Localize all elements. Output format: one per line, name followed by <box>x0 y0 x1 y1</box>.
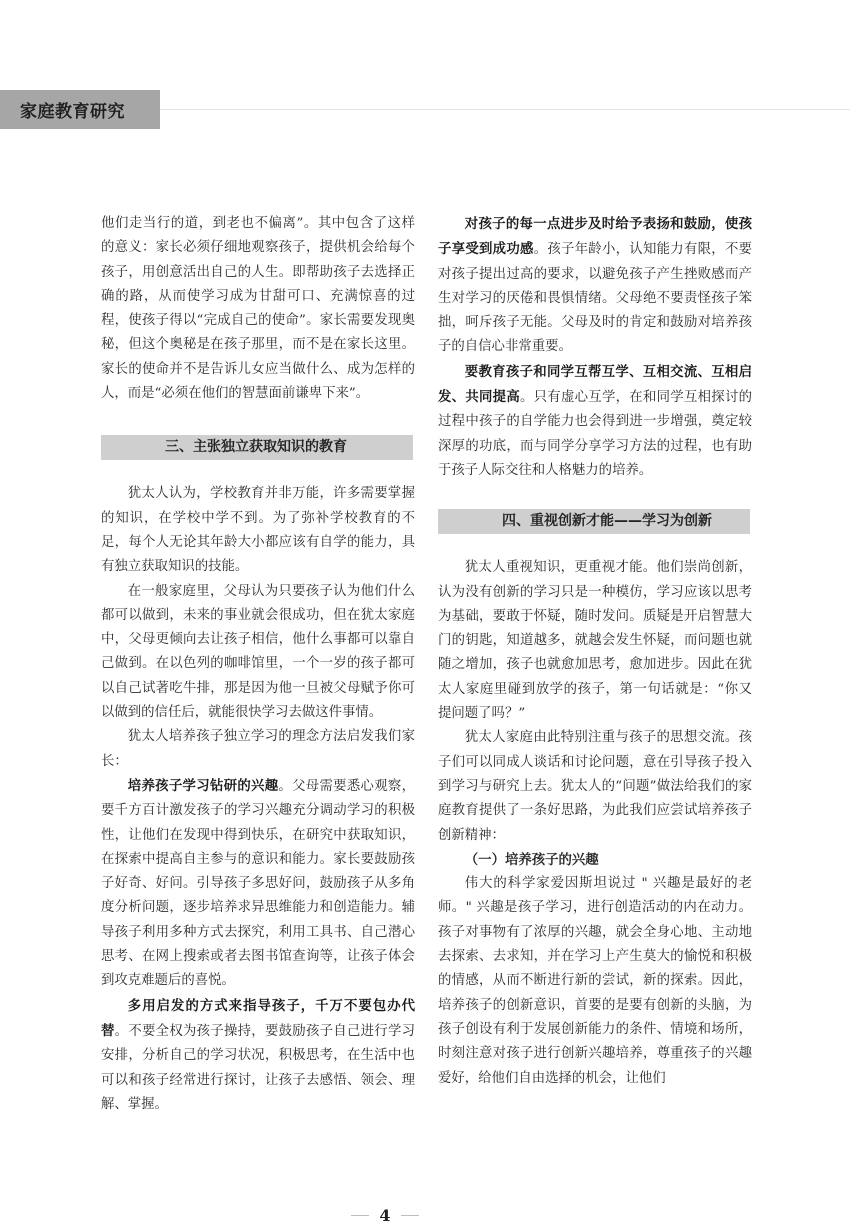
paragraph: 犹太人重视知识，更重视才能。他们崇尚创新，认为没有创新的学习只是一种模仿，学习应该以思考为基础，要敢于怀疑，随时发问。质疑是开启智慧大门的钥匙，知道越多，就越会发生怀疑，而问题也就随之增加，孩子也就愈加思考，愈加进步。因此在犹太人家庭里碰到放学的孩子，第一句话就是：“你又提问题了吗？” <box>438 560 752 722</box>
paragraph-text: 。孩子年龄小，认知能力有限，不要对孩子提出过高的要求，以避免孩子产生挫败感而产生对学习的厌倦和畏惧情绪。父母绝不要责怪孩子笨拙，呵斥孩子无能。父母及时的肯定和鼓励对培养孩子的自信心非常重要。 <box>438 242 753 355</box>
paragraph: 犹太人家庭由此特别注重与孩子的思想交流。孩子们可以同成人谈话和讨论问题，意在引导孩子投入到学习与研究上去。犹太人的“问题”做法给我们的家庭教育提供了一条好思路，为此我们应尝试培养孩子创新精神： <box>438 730 752 843</box>
paragraph <box>101 994 415 1117</box>
footer-dash <box>351 1215 369 1216</box>
paragraph: 在一般家庭里，父母认为只要孩子认为他们什么都可以做到，未来的事业就会很成功，但在犹太家庭中，父母更倾向去让孩子相信，他什么事都可以靠自己做到。在以色列的咖啡馆里，一个一岁的孩子都可以自己试著吃牛排，那是因为他一旦被父母赋予你可以做到的信任后，就能很快学习去做这件事情。 <box>101 583 415 721</box>
footer-dash <box>401 1215 419 1216</box>
page-number: 4 <box>379 1205 391 1225</box>
paragraph: 犹太人培养孩子独立学习的理念方法启发我们家长： <box>101 729 415 769</box>
paragraph: 伟大的科学家爱因斯坦说过 " 兴趣是最好的老师。" 兴趣是孩子学习，进行创造活动的内在动力。孩子对事物有了浓厚的兴趣，就会全身心地、主动地去探索、去求知，并在学习上产生莫大的愉悦和积极的情感，从而不断进行新的尝试，新的探索。因此，培养孩子的创新意识，首要的是要有创新的头脑，为孩子创设有利于发展创新能力的条件、情境和场所，时刻注意对孩子进行创新兴趣培养，尊重孩子的兴趣爱好，给他们自由选择的机会，让他们 <box>438 876 752 1086</box>
paragraph <box>438 212 752 360</box>
paragraph: 他们走当行的道，到老也不偏离”。其中包含了这样的意义：家长必须仔细地观察孩子，提供机会给每个孩子，用创意活出自己的人生。即帮助孩子去选择正确的路，从而使学习成为甘甜可口、充满惊喜的过程，使孩子得以“完成自己的使命”。家长需要发现奥秘，但这个奥秘是在孩子那里，而不是在家长这里。家长的使命并不是告诉儿女应当做什么、成为怎样的人，而是“必须在他们的智慧面前谦卑下来”。 <box>101 216 415 402</box>
left-column <box>101 212 415 1117</box>
paragraph: 犹太人认为，学校教育并非万能，许多需要掌握的知识，在学校中学不到。为了弥补学校教育的不足，每个人无论其年龄大小都应该有自学的能力，具有独立获取知识的技能。 <box>101 486 415 575</box>
running-header-title: 家庭教育研究 <box>20 102 125 122</box>
header-rule <box>160 109 850 110</box>
paragraph-text: 。父母需要悉心观察，要千方百计激发孩子的学习兴趣充分调动学习的积极性，让他们在发现中得到快乐，在研究中获取知识，在探索中提高自主参与的意识和能力。家长要鼓励孩子好奇、好问。引导孩子多思好问，鼓励孩子从多角度分析问题，逐步培养求异思维能力和创造能力。辅导孩子利用多种方式去探究，利用工具书、自己潜心思考、在网上搜索或者去图书馆查询等，让孩子体会到攻克难题后的喜悦。 <box>101 778 416 989</box>
paragraph <box>438 360 752 483</box>
paragraph-text: 。不要全权为孩子操持，要鼓励孩子自己进行学习安排，分析自己的学习状况，积极思考，在生活中也可以和孩子经常进行探讨，让孩子去感悟、领会、理解、掌握。 <box>101 1023 416 1112</box>
bold-lead: 要教育孩子和同学互帮互学、互相交流、互相启发、共同提高 <box>438 363 752 406</box>
page-footer <box>340 1205 430 1225</box>
paragraph <box>101 774 415 994</box>
paragraph-text: 。只有虚心互学，在和同学互相探讨的过程中孩子的自学能力也会得到进一步增强，奠定较深厚的功底，而与同学分享学习方法的过程，也有助于孩子人际交往和人格魅力的培养。 <box>438 390 752 478</box>
bold-lead: 对孩子的每一点进步及时给予表扬和鼓励，使孩子享受到成功感 <box>438 216 752 258</box>
subheading: （一）培养孩子的兴趣 <box>464 851 599 868</box>
running-header <box>0 90 160 129</box>
right-column <box>438 212 752 1091</box>
section-heading-4: 四、重视创新才能——学习为创新 <box>438 509 750 534</box>
section-heading-3: 三、主张独立获取知识的教育 <box>101 435 413 460</box>
bold-lead: 多用启发的方式来指导孩子，千万不要包办代替 <box>101 997 415 1039</box>
bold-lead: 培养孩子学习钻研的兴趣 <box>127 777 279 794</box>
